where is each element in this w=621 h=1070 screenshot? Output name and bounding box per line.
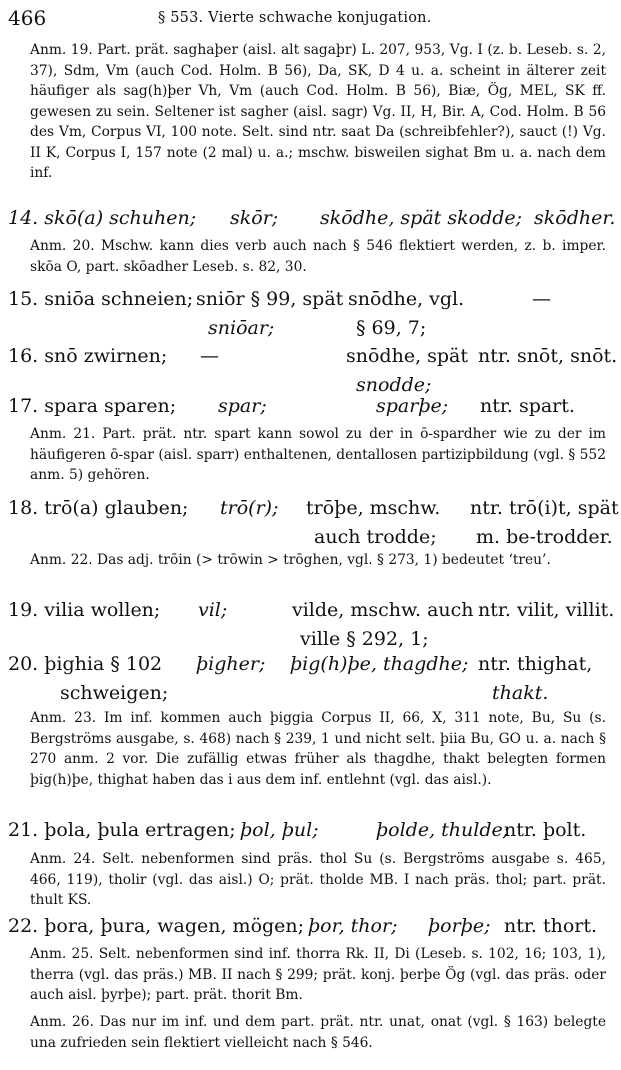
verb-preterite: trōþe, mschw. xyxy=(306,497,441,519)
verb-entry-18 xyxy=(8,494,619,552)
note-text: Anm. 23. Im inf. kommen auch þiggia Corpus II, 66, X, 311 note, Bu, Su (s. Bergströms ausgabe, s. 468) nach § 239, 1 und nicht selt. þiia Bu, GO u. a. nach § 270 anm. 2 vor. Die zufällig etwas früher als thagdhe, thakt belegten formen þig(h)þe, thighat haben das i aus dem inf. entlehnt (vgl. das aisl.). xyxy=(30,710,606,788)
verb-preterite-cont: auch trodde; xyxy=(314,526,437,548)
note-anm-21 xyxy=(8,424,606,486)
verb-entry-19 xyxy=(8,596,615,654)
verb-entry-20 xyxy=(8,650,606,708)
verb-infinitive: 21. þola, þula ertragen; xyxy=(8,819,236,841)
note-text: Anm. 25. Selt. nebenformen sind inf. thorra Rk. II, Di (Leseb. s. 102, 16; 103, 1), therra (vgl. das präs.) MB. II nach § 299; prät. konj. þerþe Ög (vgl. das präs. oder auch aisl. þyrþe); part. prät. thorit Bm. xyxy=(30,946,606,1003)
verb-participle: ntr. thighat, xyxy=(478,653,593,675)
verb-infinitive: 15. sniōa schneien; xyxy=(8,288,194,310)
verb-infinitive: 14. skō(a) schuhen; xyxy=(8,207,197,229)
verb-participle: ntr. trō(i)t, spät xyxy=(470,497,619,519)
verb-entry-17 xyxy=(8,392,606,421)
verb-infinitive: 22. þora, þura, wagen, mögen; xyxy=(8,915,305,937)
verb-present: þigher; xyxy=(196,653,266,675)
verb-present: sniōr § 99, spät xyxy=(196,288,344,310)
verb-participle-cont: thakt. xyxy=(492,682,549,704)
verb-participle: ntr. spart. xyxy=(480,395,575,417)
verb-preterite: skōdhe, spät skodde; xyxy=(320,207,523,229)
note-anm-26 xyxy=(8,1012,606,1053)
verb-present: þol, þul; xyxy=(240,819,319,841)
note-text: Anm. 24. Selt. nebenformen sind präs. thol Su (s. Bergströms ausgabe s. 465, 466, 119), tholir (vgl. das aisl.) O; prät. tholde MB. I nach präs. thol; part. prät. thult KS. xyxy=(30,851,606,908)
note-text: Anm. 21. Part. prät. ntr. spart kann sowol zu der in ō-spardher wie zu der im häufigeren ō-spar (aisl. sparr) enthaltenen, dentallosen partizipbildung (vgl. § 552 anm. 5) gehören. xyxy=(30,426,606,483)
verb-infinitive: 18. trō(a) glauben; xyxy=(8,497,189,519)
note-anm-22 xyxy=(8,550,606,571)
verb-preterite: þolde, thulde; xyxy=(376,819,510,841)
verb-participle: skōdher. xyxy=(534,207,616,229)
verb-preterite-cont: § 69, 7; xyxy=(356,317,427,339)
verb-infinitive: 17. spara sparen; xyxy=(8,395,177,417)
verb-infinitive: 19. vilia wollen; xyxy=(8,599,161,621)
note-text: Anm. 26. Das nur im inf. und dem part. prät. ntr. unat, onat (vgl. § 163) belegte una zufrieden sein flektiert vielleicht nach § 546. xyxy=(30,1014,606,1051)
verb-participle-cont: m. be-trodder. xyxy=(476,526,613,548)
verb-entry-14 xyxy=(8,204,616,233)
verb-participle: ntr. thort. xyxy=(504,915,598,937)
verb-preterite-cont: snodde; xyxy=(356,374,432,396)
verb-preterite: þorþe; xyxy=(428,915,491,937)
verb-preterite: snōdhe, spät xyxy=(346,345,469,367)
note-anm-25 xyxy=(8,944,606,1006)
verb-preterite: sparþe; xyxy=(376,395,449,417)
verb-preterite: snōdhe, vgl. xyxy=(348,288,465,310)
verb-present-cont: sniōar; xyxy=(208,317,275,339)
verb-preterite: þig(h)þe, thagdhe; xyxy=(290,653,469,675)
verb-present: þor, thor; xyxy=(308,915,398,937)
running-title: § 553. Vierte schwache konjugation. xyxy=(158,10,432,26)
verb-entry-22 xyxy=(8,912,606,941)
verb-participle: ntr. þolt. xyxy=(504,819,587,841)
verb-present: — xyxy=(200,345,219,367)
verb-participle: ntr. vilit, villit. xyxy=(478,599,615,621)
note-anm-20 xyxy=(8,236,606,277)
verb-infinitive-gloss: schweigen; xyxy=(60,682,169,704)
verb-preterite: vilde, mschw. auch xyxy=(292,599,474,621)
verb-participle: ntr. snōt, snōt. xyxy=(478,345,618,367)
note-text: Anm. 19. Part. prät. saghaþer (aisl. alt sagaþr) L. 207, 953, Vg. I (z. b. Leseb. s. 2, 37), Sdm, Vm (auch Cod. Holm. B 56), Da, SK, D 4 u. a. scheint in älterer zeit häufiger als sag(h)þer Vh, Vm (auch Cod. Holm. B 56), Biæ, Ög, MEL, SK ff. gewesen zu sein. Seltener ist sagher (aisl. sagr) Vg. II, H, Bir. A, Cod. Holm. B 56 des Vm, Corpus VI, 100 note. Selt. sind ntr. saat Da (schreibfehler?), sauct (!) Vg. II K, Corpus I, 157 note (2 mal) u. a.; mschw. bisweilen sighat Bm u. a. nach dem inf. xyxy=(30,42,606,181)
verb-present: skōr; xyxy=(230,207,279,229)
note-anm-23 xyxy=(8,708,606,790)
note-anm-19 xyxy=(8,40,606,184)
page-number: 466 xyxy=(8,6,47,30)
note-text: Anm. 22. Das adj. trōin (> trōwin > trōghen, vgl. § 273, 1) bedeutet ‘treu’. xyxy=(30,552,551,568)
note-text: Anm. 20. Mschw. kann dies verb auch nach § 546 flektiert werden, z. b. imper. skōa O, part. skōadher Leseb. s. 82, 30. xyxy=(30,238,606,275)
note-anm-24 xyxy=(8,849,606,911)
verb-present: vil; xyxy=(198,599,228,621)
page-header xyxy=(8,6,613,32)
verb-infinitive: 20. þighia § 102 xyxy=(8,653,163,675)
verb-entry-15 xyxy=(8,285,606,343)
verb-entry-21 xyxy=(8,816,606,845)
verb-present: trō(r); xyxy=(220,497,279,519)
verb-infinitive: 16. snō zwirnen; xyxy=(8,345,168,367)
verb-present: spar; xyxy=(218,395,267,417)
verb-participle: — xyxy=(532,288,551,310)
verb-preterite-cont: ville § 292, 1; xyxy=(300,628,429,650)
